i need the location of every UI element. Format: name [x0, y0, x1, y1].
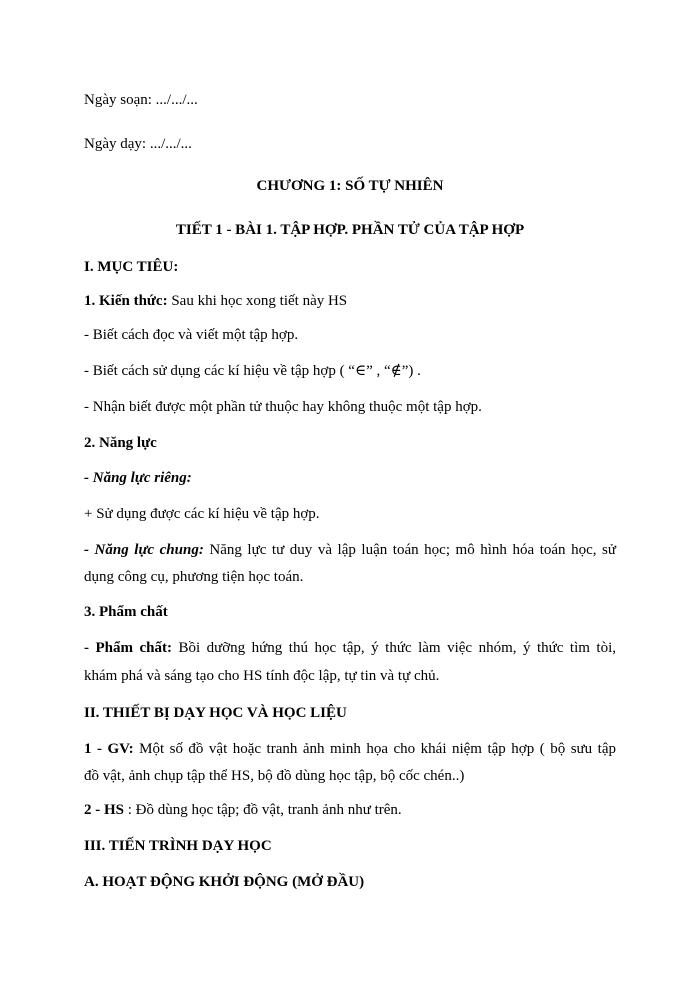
qualities-paragraph [84, 638, 616, 658]
chapter-title: CHƯƠNG 1: SỐ TỰ NHIÊN [256, 178, 444, 194]
hs-paragraph [84, 800, 616, 820]
knowledge-item: - Biết cách đọc và viết một tập hợp. [84, 327, 299, 343]
hs-text: : Đồ dùng học tập; đồ vật, tranh ảnh như trên. [124, 802, 402, 818]
qualities-label: - Phẩm chất: [84, 640, 172, 656]
prep-date: Ngày soạn: .../.../... [84, 92, 198, 108]
process-heading: III. TIẾN TRÌNH DẠY HỌC [84, 838, 272, 854]
gv-text-cont: đồ vật, ảnh chụp tập thể HS, bộ đồ dùng học tập, bộ cốc chén..) [84, 768, 465, 784]
equipment-heading: II. THIẾT BỊ DẠY HỌC VÀ HỌC LIỆU [84, 705, 347, 721]
general-competence-text: Năng lực tư duy và lập luận toán học; mô hình hóa toán học, sử [203, 542, 616, 558]
knowledge-paragraph [84, 291, 616, 311]
knowledge-item: - Nhận biết được một phần tử thuộc hay không thuộc một tập hợp. [84, 399, 482, 415]
teach-date: Ngày dạy: .../.../... [84, 136, 192, 152]
qualities-text-cont: khám phá và sáng tạo cho HS tính độc lập, tự tin và tự chủ. [84, 668, 440, 684]
general-competence-text-cont: dụng công cụ, phương tiện học toán. [84, 569, 304, 585]
gv-paragraph [84, 739, 616, 759]
competence-heading: 2. Năng lực [84, 435, 157, 451]
general-competence-label: - Năng lực chung: [84, 542, 204, 558]
specific-competence-item: + Sử dụng được các kí hiệu về tập hợp. [84, 506, 320, 522]
activity-a-heading: A. HOẠT ĐỘNG KHỞI ĐỘNG (MỞ ĐẦU) [84, 874, 365, 890]
hs-label: 2 - HS [84, 802, 125, 818]
objectives-heading: I. MỤC TIÊU: [84, 259, 179, 275]
lesson-title: TIẾT 1 - BÀI 1. TẬP HỢP. PHẦN TỬ CỦA TẬP HỢP [175, 222, 525, 238]
knowledge-text: Sau khi học xong tiết này HS [167, 293, 348, 309]
qualities-heading: 3. Phẩm chất [84, 604, 168, 620]
gv-label: 1 - GV: [84, 741, 134, 757]
knowledge-item: - Biết cách sử dụng các kí hiệu về tập hợp ( “∈” , “∉”) . [84, 363, 421, 379]
specific-competence-label: - Năng lực riêng: [84, 470, 192, 486]
qualities-text: Bồi dưỡng hứng thú học tập, ý thức làm việc nhóm, ý thức tìm tòi, [171, 640, 616, 656]
general-competence-paragraph [84, 540, 616, 560]
gv-text: Một số đồ vật hoặc tranh ảnh minh họa cho khái niệm tập hợp ( bộ sưu tập [133, 741, 616, 757]
knowledge-label: 1. Kiến thức: [84, 293, 168, 309]
